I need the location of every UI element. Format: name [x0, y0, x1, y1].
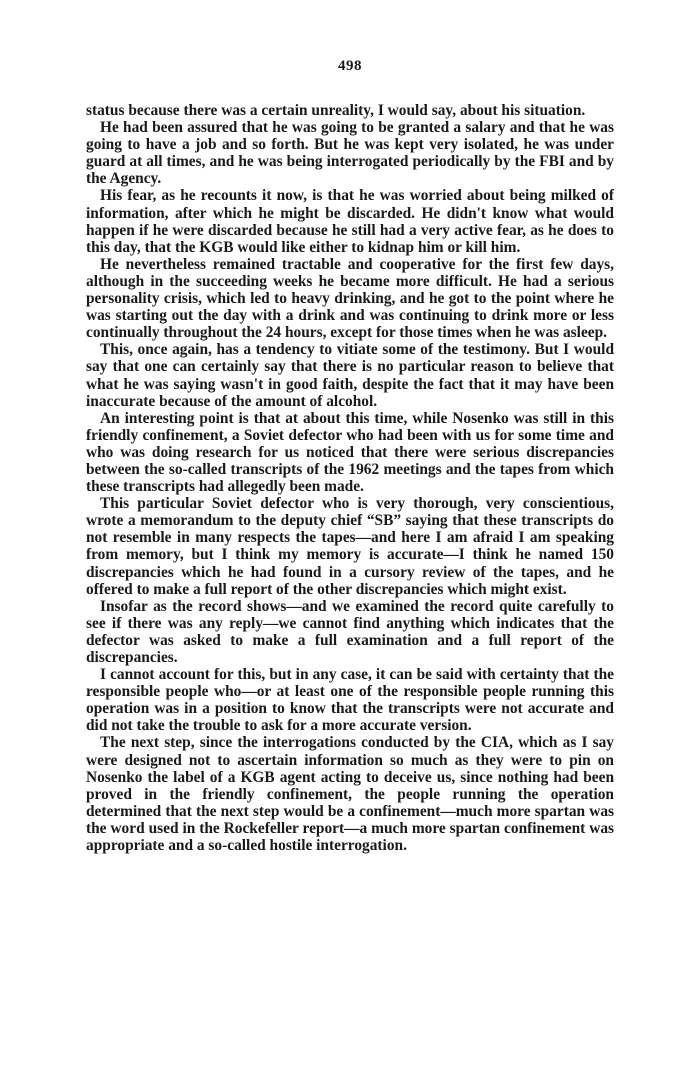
paragraph: The next step, since the interrogations conducted by the CIA, which as I say were designed not to ascertain information so much as they were to pin on Nosenko the label of a KGB agent acting to deceive us, since nothing had been proved in the friendly confinement, the people running the operation determined that the next step would be a confinement—much more spartan was the word used in the Rockefeller report—a much more spartan confinement was appropriate and a so-called hostile interrogation. — [86, 734, 614, 855]
paragraph: status because there was a certain unreality, I would say, about his situation. — [86, 102, 586, 119]
paragraph: He nevertheless remained tractable and cooperative for the first few days, although in the succeeding weeks he became more difficult. He had a serious personality crisis, which led to heavy drinking, and he got to the point where he was starting out the day with a drink and was continuing to drink more or less continually throughout the 24 hours, except for those times when he was asleep. — [86, 255, 614, 342]
document-page — [86, 56, 614, 854]
paragraph: This, once again, has a tendency to vitiate some of the testimony. But I would say that one can certainly say that there is no particular reason to believe that what he was saying wasn't in good faith, despite the fact that it may have been inaccurate because of the amount of alcohol. — [86, 341, 614, 410]
page-number: 498 — [338, 58, 362, 74]
paragraph: This particular Soviet defector who is very thorough, very conscientious, wrote a memorandum to the deputy chief “SB” saying that these transcripts do not resemble in many respects the tapes—and here I am afraid I am speaking from memory, but I think my memory is accurate—I think he named 150 discrepancies which he had found in a cursory review of the tapes, and he offered to make a full report of the other discrepancies which might exist. — [86, 495, 614, 598]
body-text — [86, 102, 614, 854]
paragraph: An interesting point is that at about this time, while Nosenko was still in this friendly confinement, a Soviet defector who had been with us for some time and who was doing research for us noticed that there were serious discrepancies between the so-called transcripts of the 1962 meetings and the tapes from which these transcripts had allegedly been made. — [86, 409, 614, 496]
paragraph: His fear, as he recounts it now, is that he was worried about being milked of information, after which he might be discarded. He didn't know what would happen if he were discarded because he still had a very active fear, as he does to this day, that the KGB would like either to kidnap him or kill him. — [86, 187, 614, 256]
paragraph: I cannot account for this, but in any case, it can be said with certainty that the responsible people who—or at least one of the responsible people running this operation was in a position to know that the transcripts were not accurate and did not take the trouble to ask for a more accurate version. — [86, 666, 614, 735]
paragraph: He had been assured that he was going to be granted a salary and that he was going to have a job and so forth. But he was kept very isolated, he was under guard at all times, and he was being interrogated periodically by the FBI and by the Agency. — [86, 119, 614, 188]
paragraph: Insofar as the record shows—and we examined the record quite carefully to see if there was any reply—we cannot find anything which indicates that the defector was asked to make a full examination and a full report of the discrepancies. — [86, 597, 614, 666]
